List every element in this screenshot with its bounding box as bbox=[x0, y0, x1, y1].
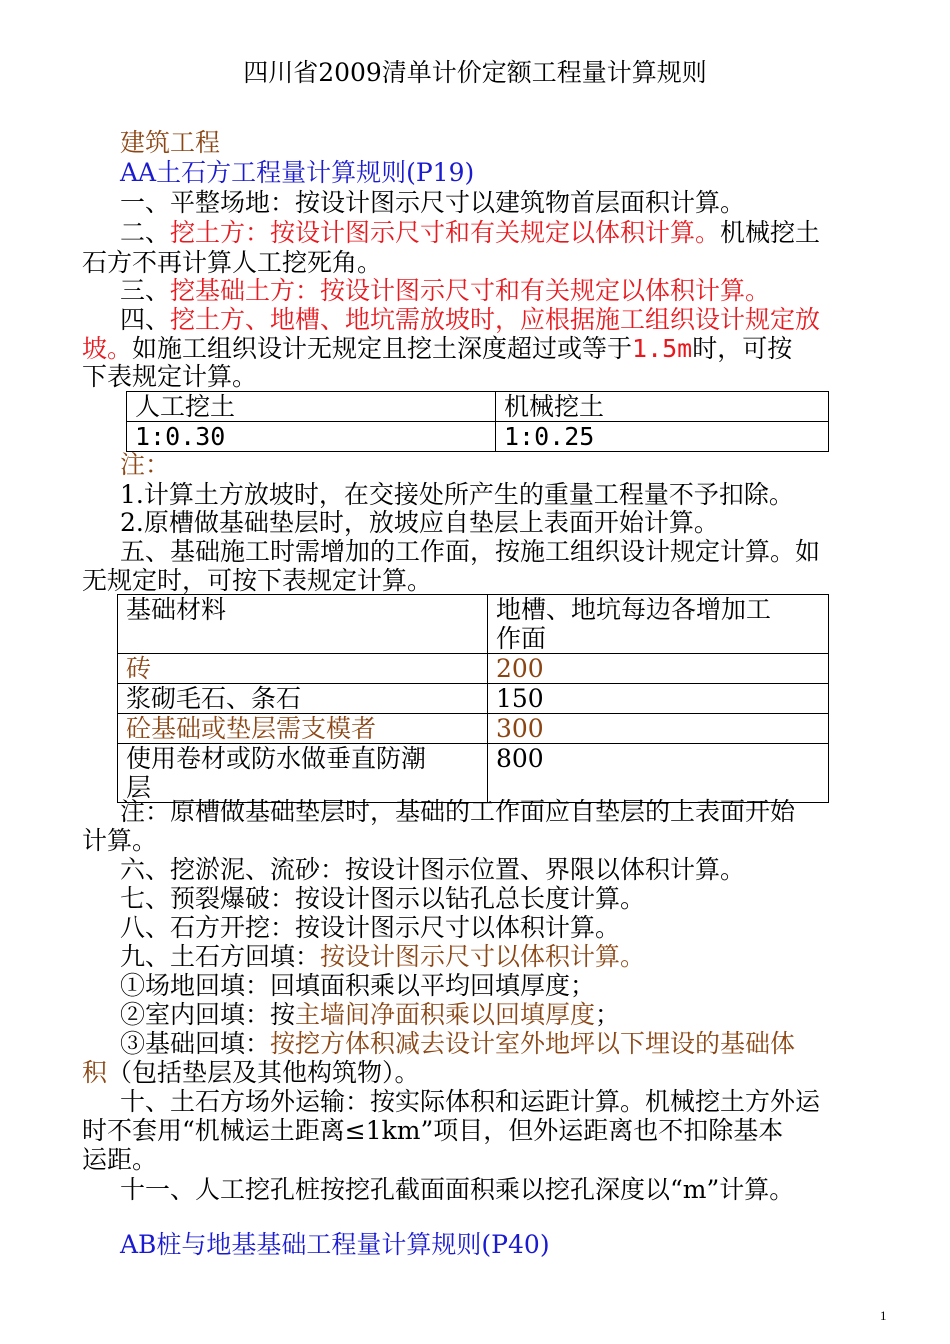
page-number: 1 bbox=[880, 1308, 887, 1323]
table-row bbox=[118, 744, 829, 803]
rule-item-10: 十、土石方场外运输：按实际体积和运距计算。机械挖土方外运 bbox=[120, 1087, 821, 1116]
rule-item-9: 九、土石方回填：按设计图示尺寸以体积计算。 bbox=[120, 942, 646, 971]
table-cell: 1:0.30 bbox=[127, 422, 496, 452]
rule-item-2-cont: 石方不再计算人工挖死角。 bbox=[82, 248, 383, 277]
rule-item-9-sub1: ①场地回填：回填面积乘以平均回填厚度； bbox=[120, 971, 596, 1000]
table-cell: 浆砌毛石、条石 bbox=[118, 684, 488, 714]
rule-item-10-cont2: 运距。 bbox=[82, 1145, 158, 1174]
table-cell: 使用卷材或防水做垂直防潮 层 bbox=[118, 744, 488, 803]
rule-item-7: 七、预裂爆破：按设计图示以钻孔总长度计算。 bbox=[120, 884, 646, 913]
table-header-cell: 地槽、地坑每边各增加工 作面 bbox=[488, 595, 829, 654]
table-row bbox=[127, 392, 829, 422]
rule-item-1: 一、平整场地：按设计图示尺寸以建筑物首层面积计算。 bbox=[120, 188, 746, 217]
table-cell: 1:0.25 bbox=[496, 422, 829, 452]
rule-item-4: 四、挖土方、地槽、地坑需放坡时，应根据施工组织设计规定放 bbox=[120, 305, 821, 334]
table-header-cell: 人工挖土 bbox=[127, 392, 496, 422]
rule-item-4-cont2: 下表规定计算。 bbox=[82, 362, 258, 391]
rule-item-4-cont: 坡。如施工组织设计无规定且挖土深度超过或等于1.5m时，可按 bbox=[82, 334, 793, 363]
slope-table bbox=[126, 391, 829, 452]
table-header-cell: 机械挖土 bbox=[496, 392, 829, 422]
table-cell: 800 bbox=[488, 744, 829, 803]
rule-item-3: 三、挖基础土方：按设计图示尺寸和有关规定以体积计算。 bbox=[120, 276, 771, 305]
note-label: 注： bbox=[120, 450, 171, 479]
section-heading-ab: AB桩与地基基础工程量计算规则(P40) bbox=[120, 1230, 550, 1259]
table-row bbox=[118, 714, 829, 744]
note-1: 1.计算土方放坡时，在交接处所产生的重量工程量不予扣除。 bbox=[120, 480, 794, 509]
rule-item-11: 十一、人工挖孔桩按挖孔截面面积乘以挖孔深度以“m”计算。 bbox=[120, 1175, 795, 1204]
section-heading-building: 建筑工程 bbox=[120, 128, 221, 157]
section-heading-aa: AA土石方工程量计算规则(P19) bbox=[120, 158, 475, 187]
table-cell: 砖 bbox=[118, 654, 488, 684]
rule-item-5: 五、基础施工时需增加的工作面，按施工组织设计规定计算。如 bbox=[120, 537, 821, 566]
table-row bbox=[127, 422, 829, 452]
table-cell: 200 bbox=[488, 654, 829, 684]
rule-item-5-cont: 无规定时，可按下表规定计算。 bbox=[82, 566, 433, 595]
table-row bbox=[118, 595, 829, 654]
document-title: 四川省2009清单计价定额工程量计算规则 bbox=[243, 58, 707, 87]
rule-item-9-sub3: ③基础回填：按挖方体积减去设计室外地坪以下埋设的基础体 bbox=[120, 1029, 796, 1058]
work-surface-table bbox=[117, 594, 829, 803]
table-row bbox=[118, 684, 829, 714]
table-cell: 150 bbox=[488, 684, 829, 714]
rule-item-9-sub2: ②室内回填：按主墙间净面积乘以回填厚度； bbox=[120, 1000, 621, 1029]
table-row bbox=[118, 654, 829, 684]
table-header-cell: 基础材料 bbox=[118, 595, 488, 654]
rule-item-9-sub3-cont: 积（包括垫层及其他构筑物）。 bbox=[82, 1058, 420, 1087]
rule-item-2: 二、挖土方：按设计图示尺寸和有关规定以体积计算。机械挖土 bbox=[120, 218, 821, 247]
rule-item-10-cont: 时不套用“机械运土距离≤1km”项目，但外运距离也不扣除基本 bbox=[82, 1116, 784, 1145]
table-cell: 砼基础或垫层需支模者 bbox=[118, 714, 488, 744]
rule-item-8: 八、石方开挖：按设计图示尺寸以体积计算。 bbox=[120, 913, 621, 942]
work-note-cont: 计算。 bbox=[82, 826, 158, 855]
work-note: 注：原槽做基础垫层时，基础的工作面应自垫层的上表面开始 bbox=[120, 797, 796, 826]
table-cell: 300 bbox=[488, 714, 829, 744]
rule-item-6: 六、挖淤泥、流砂：按设计图示位置、界限以体积计算。 bbox=[120, 855, 746, 884]
note-2: 2.原槽做基础垫层时，放坡应自垫层上表面开始计算。 bbox=[120, 508, 719, 537]
